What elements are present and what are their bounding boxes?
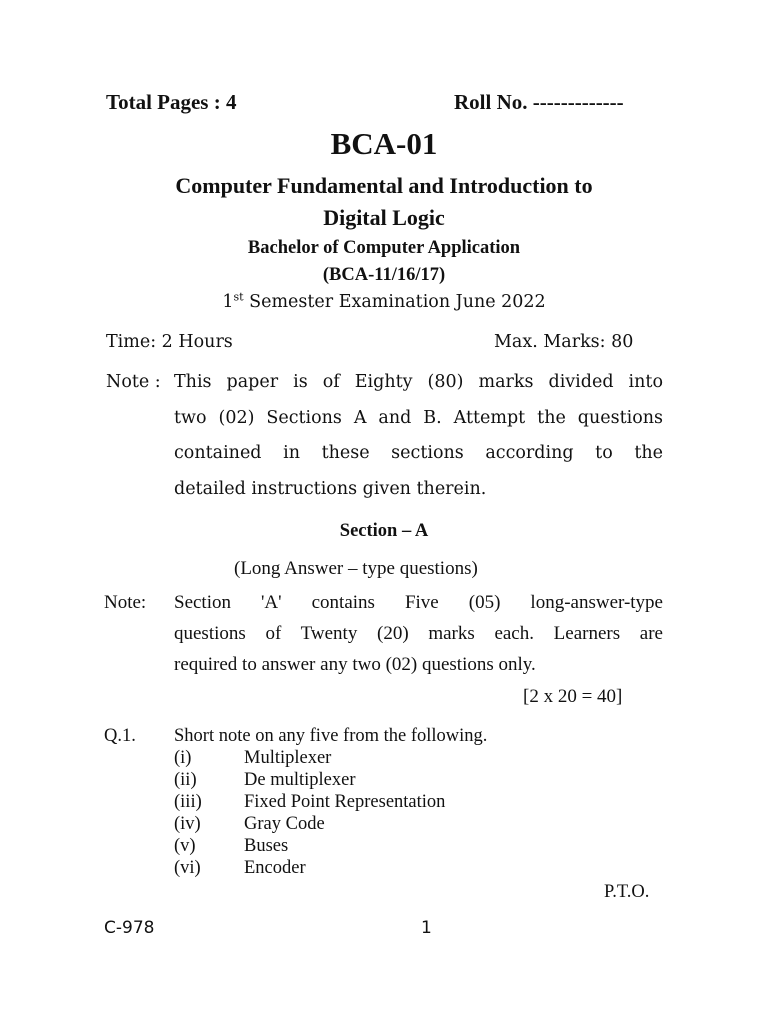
page-number: 1 [421,918,432,938]
note-line: contained in these sections according to the [174,443,663,463]
note-line: detailed instructions given therein. [174,478,487,499]
paper-code: C-978 [104,918,155,938]
question-number: Q.1. [104,726,136,746]
semester-text: Semester Examination June 2022 [249,292,546,312]
exam-time: Time: 2 Hours [106,332,233,352]
section-a-marks: [2 x 20 = 40] [523,686,623,707]
section-a-subtitle: (Long Answer – type questions) [234,558,478,579]
semester-line [0,292,768,312]
list-item-number: (ii) [174,770,197,790]
section-a-title: Section – A [339,521,429,541]
total-pages: Total Pages : 4 [106,90,237,114]
programme-name: Bachelor of Computer Application [247,238,521,258]
semester-suffix: st [233,290,244,304]
list-item-text: Multiplexer [244,748,332,768]
please-turn-over: P.T.O. [604,882,650,902]
note-line: This paper is of Eighty (80) marks divided into [174,372,663,392]
section-a-note-line: Section 'A' contains Five (05) long-answer-type [174,592,663,613]
course-code: BCA-01 [330,126,438,161]
section-a-note-line: questions of Twenty (20) marks each. Learners are [174,623,663,644]
list-item-number: (v) [174,836,196,856]
list-item-text: Buses [244,836,289,856]
list-item-number: (iii) [174,792,202,812]
list-item-text: Fixed Point Representation [244,792,446,812]
list-item-number: (iv) [174,814,201,834]
section-a-note-label: Note: [104,592,147,613]
note-label: Note : [106,372,161,392]
subject-title-line-1: Computer Fundamental and Introduction to [175,173,593,198]
question-text: Short note on any five from the following. [174,726,488,746]
list-item-number: (vi) [174,858,201,878]
note-text [174,372,663,514]
programme-code: (BCA-11/16/17) [322,265,446,285]
max-marks: Max. Marks: 80 [494,332,634,352]
list-item-text: Encoder [244,858,306,878]
list-item-text: De multiplexer [244,770,356,790]
list-item-number: (i) [174,748,192,768]
subject-title-line-2: Digital Logic [323,205,445,230]
note-line: two (02) Sections A and B. Attempt the questions [174,407,663,428]
semester-number: 1 [222,292,234,312]
roll-number: Roll No. ------------- [454,90,624,114]
list-item-text: Gray Code [244,814,325,834]
section-a-note-text [174,592,663,685]
section-a-note-line: required to answer any two (02) questions only. [174,654,536,675]
